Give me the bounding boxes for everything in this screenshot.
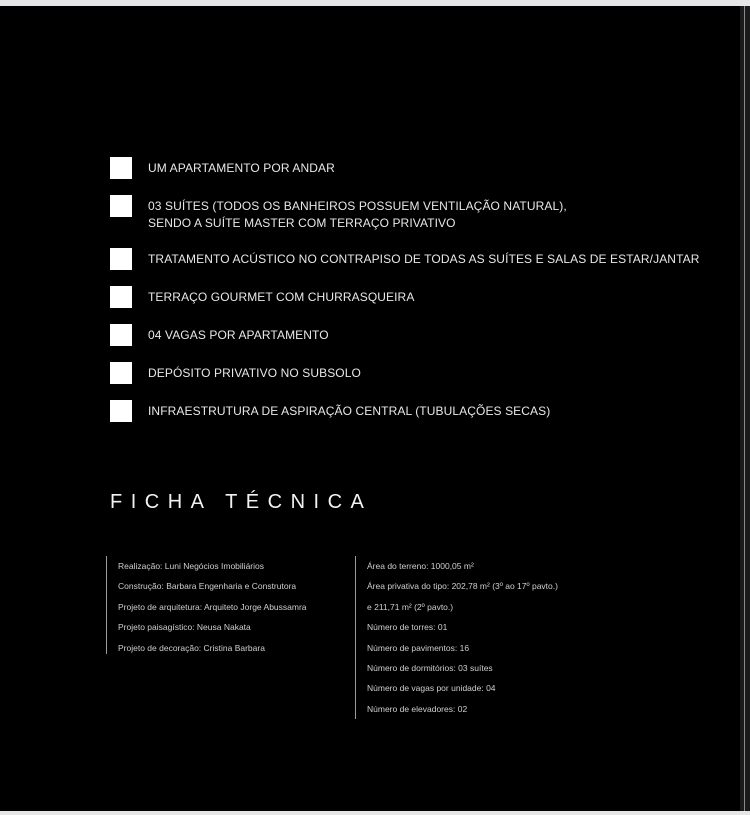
- square-bullet-icon: [110, 400, 132, 422]
- feature-item: [110, 248, 710, 270]
- ficha-tecnica-title: FICHA TÉCNICA: [110, 491, 373, 513]
- spec-line: Número de elevadores: 02: [367, 703, 468, 714]
- specs-column: [355, 556, 657, 719]
- spec-line: Número de torres: 01: [367, 622, 448, 633]
- square-bullet-icon: [110, 157, 132, 179]
- credit-line: Projeto paisagístico: Neusa Nakata: [118, 622, 251, 633]
- feature-line: DEPÓSITO PRIVATIVO NO SUBSOLO: [148, 366, 361, 380]
- feature-line: 03 SUÍTES (TODOS OS BANHEIROS POSSUEM VENTILAÇÃO NATURAL),: [148, 199, 567, 213]
- spec-line: e 211,71 m² (2º pavto.): [367, 601, 454, 612]
- feature-text: [148, 195, 567, 232]
- feature-line: INFRAESTRUTURA DE ASPIRAÇÃO CENTRAL (TUBULAÇÕES SECAS): [148, 404, 551, 418]
- square-bullet-icon: [110, 286, 132, 308]
- spec-line: Área do terreno: 1000,05 m²: [367, 561, 474, 571]
- feature-text: [148, 248, 699, 268]
- feature-line: 04 VAGAS POR APARTAMENTO: [148, 328, 329, 342]
- feature-text: [148, 157, 335, 177]
- viewer-bottom-strip: [0, 811, 750, 815]
- spec-line: Número de vagas por unidade: 04: [367, 683, 496, 694]
- spec-line: Área privativa do tipo: 202,78 m² (3º ao 17º pavto.): [367, 581, 558, 592]
- feature-list: [110, 157, 710, 438]
- brochure-page: [0, 6, 740, 811]
- spec-line: Número de pavimentos: 16: [367, 642, 470, 653]
- square-bullet-icon: [110, 324, 132, 346]
- feature-item: [110, 195, 710, 232]
- feature-item: [110, 400, 710, 422]
- square-bullet-icon: [110, 195, 132, 217]
- square-bullet-icon: [110, 362, 132, 384]
- spec-line: Número de dormitórios: 03 suítes: [367, 663, 493, 674]
- credit-line: Projeto de arquitetura: Arquiteto Jorge Abussamra: [118, 601, 307, 612]
- square-bullet-icon: [110, 248, 132, 270]
- feature-item: [110, 286, 710, 308]
- feature-line: TRATAMENTO ACÚSTICO NO CONTRAPISO DE TODAS AS SUÍTES E SALAS DE ESTAR/JANTAR: [148, 252, 700, 266]
- feature-text: [148, 362, 361, 382]
- feature-line: UM APARTAMENTO POR ANDAR: [148, 161, 335, 175]
- credit-line: Projeto de decoração: Cristina Barbara: [118, 642, 265, 653]
- page-edge-line: [744, 6, 745, 811]
- feature-text: [148, 400, 550, 420]
- feature-text: [148, 324, 329, 344]
- credit-line: Realização: Luni Negócios Imobiliários: [118, 561, 264, 571]
- credit-line: Construção: Barbara Engenharia e Construtora: [118, 581, 297, 592]
- feature-text: [148, 286, 414, 306]
- feature-line: SENDO A SUÍTE MASTER COM TERRAÇO PRIVATIVO: [148, 216, 456, 230]
- feature-item: [110, 362, 710, 384]
- feature-line: TERRAÇO GOURMET COM CHURRASQUEIRA: [148, 290, 415, 304]
- feature-item: [110, 157, 710, 179]
- credits-column: [106, 556, 353, 654]
- page-edge: [740, 6, 750, 811]
- feature-item: [110, 324, 710, 346]
